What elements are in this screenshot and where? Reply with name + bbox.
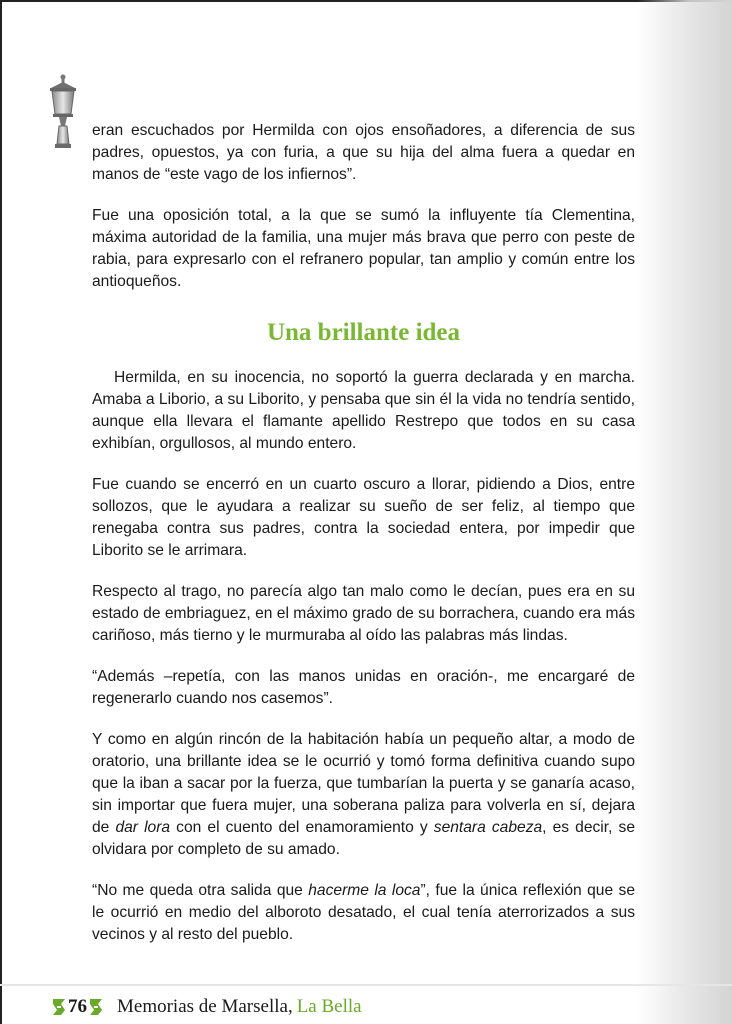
running-title	[117, 996, 362, 1018]
page-edge-shadow	[637, 0, 732, 1024]
paragraph-8	[92, 880, 635, 946]
street-lamp-icon	[45, 74, 81, 154]
paragraph-3: Hermilda, en su inocencia, no soportó la guerra declarada y en marcha. Amaba a Liborio, a su Liborito, y pensaba que sin él la vida no tendría sentido, aunque ella llevara el flamante apellido Restrepo que todos en su casa exhibían, orgullosos, al mundo entero.	[92, 369, 635, 452]
paragraph-6: “Además –repetía, con las manos unidas en oración-, me encargaré de regenerarlo cuando nos casemos”.	[92, 668, 635, 707]
ornament-left-icon	[52, 998, 66, 1016]
page-footer	[52, 994, 362, 1020]
paragraph-5: Respecto al trago, no parecía algo tan malo como le decían, pues era en su estado de embriaguez, en el máximo grado de su borrachera, cuando era más cariñoso, más tierno y le murmuraba al oído las palabras más lindas.	[92, 583, 635, 644]
paragraph-1: eran escuchados por Hermilda con ojos ensoñadores, a diferencia de sus padres, opuestos, ya con furia, a que su hija del alma fuera a quedar en manos de “este vago de los infiernos”.	[92, 122, 635, 183]
page-number: 76	[68, 996, 87, 1017]
text-run: , es decir, se olvidara por completo de su amado.	[92, 819, 635, 858]
paragraph-4: Fue cuando se encerró en un cuarto oscuro a llorar, pidiendo a Dios, entre sollozos, que le ayudara a realizar su sueño de ser feliz, al tiempo que renegaba contra sus padres, contra la sociedad entera, por impedir que Liborito se le arrimara.	[92, 476, 635, 559]
italic-phrase: hacerme la loca	[308, 882, 421, 899]
book-title: Memorias de Marsella,	[117, 996, 293, 1017]
text-run: Y como en algún rincón de la habitación había un pequeño altar, a modo de oratorio, una brillante idea se le ocurrió y tomó forma definitiva cuando supo que la iban a sacar por la fuerza, que tumbarían la puerta y se ganaría acaso, sin importar que fuera mujer, una soberana paliza para volverla en sí, dejara de	[92, 731, 635, 836]
paragraph-2: Fue una oposición total, a la que se sumó la influyente tía Clementina, máxima autoridad de la familia, una mujer más brava que perro con peste de rabia, para expresarlo con el refranero popular, tan amplio y común entre los antioqueños.	[92, 207, 635, 290]
italic-phrase: dar lora	[115, 819, 171, 836]
section-heading: Una brillante idea	[266, 319, 461, 346]
ornament-right-icon	[89, 998, 103, 1016]
text-run: “No me queda otra salida que	[92, 882, 309, 899]
paragraph-7	[92, 729, 635, 861]
text-run: ”, fue la única reflexión que se le ocurrió en medio del alboroto desatado, el cual tenía aterrorizados a sus vecinos y al resto del pueblo.	[92, 882, 635, 943]
text-run: con el cuento del enamoramiento y	[170, 819, 434, 836]
page-number-group	[52, 996, 103, 1018]
italic-phrase: sentara cabeza	[433, 819, 543, 836]
footer-divider	[0, 984, 732, 986]
book-subtitle: La Bella	[296, 996, 362, 1017]
main-text	[92, 120, 635, 965]
